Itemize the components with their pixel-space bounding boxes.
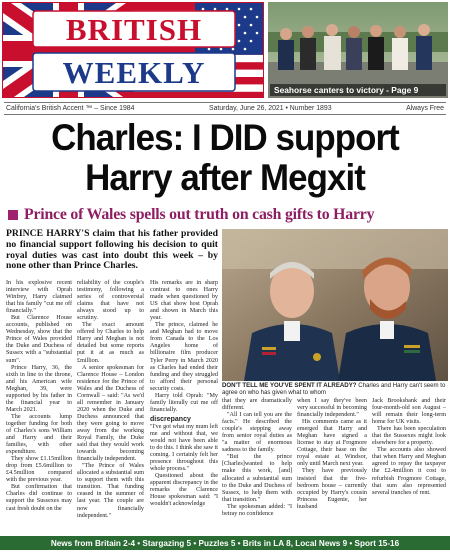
- paragraph: But Clarence House accounts, published on Wednesday, show that the Prince of Wales provided the Duke and Duchess of Sussex with a "substantial sum".: [6, 315, 72, 364]
- paragraph: Prince Harry, 36, the sixth in line to the throne, and his American wife Meghan, 39, were supported by his father in the financial year to March 2021.: [6, 364, 72, 413]
- paragraph: "The Prince of Wales allocated a substantial sum to support them with this transition. That funding ceased in the summer of last year. The couple are now financially independent.": [77, 463, 144, 519]
- paragraph: In his explosive recent interview with Oprah Winfrey, Harry claimed that his family "cut me off financially.": [6, 280, 72, 315]
- article-column-2: [77, 280, 144, 524]
- paragraph: They show £1.15million drop from £5.6million to £4.5million compared with the previous year.: [6, 456, 72, 484]
- issue-date: Saturday, June 26, 2021 • Number 1893: [208, 105, 332, 112]
- column-subheading: discrepancy: [150, 415, 191, 423]
- paragraph: that they are dramatically different.: [222, 398, 292, 412]
- article-column-5: [297, 398, 367, 526]
- subheadline-text: Prince of Wales spells out truth on cash gifts to Harry: [24, 206, 375, 223]
- paragraph: But confirmation that Charles did continue to support the Sussexes may cast fresh doubt on the: [6, 484, 72, 512]
- caption-text: Charles and Harry can't seem to agree on who has given what to whom: [222, 382, 446, 397]
- dateline-bar: [4, 102, 446, 115]
- paragraph: His remarks are in sharp contrast to ones Harry made when questioned by US chat show host Oprah and shown in March this year.: [150, 280, 218, 322]
- article-lede: [6, 229, 218, 272]
- lede-lead-in: PRINCE HARRY'S: [6, 228, 90, 239]
- section-index-footer[interactable]: News from Britain 2-4 • Stargazing 5 • Puzzles 5 • Brits in LA 8, Local News 9 • Sport 15-16: [0, 536, 450, 550]
- paragraph: Harry told Oprah: "My family literally cut me off financially.: [150, 392, 218, 413]
- logo-line1: BRITISH: [65, 12, 203, 47]
- paragraph: The exact amount offered by Charles to help Harry and Meghan is not detailed but some reports put it at as much as £million.: [77, 322, 144, 364]
- paragraph: They have previously insisted that the five-bedroom house – currently occupied by Harry's cousin Princess Eugenie, her husband: [297, 468, 367, 510]
- hero-photo-caption[interactable]: Seahorse canters to victory - Page 9: [270, 84, 446, 96]
- caption-bold: DON'T TELL ME YOU'VE SPENT IT ALREADY?: [222, 382, 357, 389]
- paragraph: His comments came as it emerged that Harry and Meghan have signed a license to stay at Frogmore Cottage, their base on the royal estate at Windsor, only until March next year.: [297, 419, 367, 468]
- paragraph: Jack Brooksbank and their four-month-old son August – will remain their long-term home for UK visits.: [372, 398, 446, 426]
- article-column-3: [150, 280, 218, 524]
- masthead: [0, 0, 450, 100]
- bullet-square-icon: [8, 210, 18, 220]
- paragraph: A senior spokesman for Clarence House – London residence for the Prince of Wales and the Duchess of Cornwall – said: "As we'd all remember in January 2020 when the Duke and Duchess announced that they were going to move away from the working Royal Family, the Duke said that they would work towards becoming financially independent.: [77, 364, 144, 463]
- british-weekly-logo[interactable]: [2, 2, 264, 98]
- article-column-1: [6, 280, 72, 524]
- paragraph: There has been speculation that the Sussexes might look elsewhere for a property.: [372, 426, 446, 447]
- paragraph: "All I can tell you are the facts." He described the couple's stepping away from senior royal duties as "a matter of enormous sadness to the family.: [222, 412, 292, 454]
- paragraph: when I say they've been very successful in becoming financially independent.": [297, 398, 367, 419]
- headline-line1: Charles: I DID support: [51, 116, 399, 158]
- paragraph: reliability of the couple's testimony, following a series of controversial claims that have not always stood up to scrutiny.: [77, 280, 144, 322]
- article-column-6: [372, 398, 446, 526]
- subheadline: [8, 205, 448, 225]
- tagline: California's British Accent ™ – Since 1984: [6, 105, 135, 112]
- feature-photo-charles-harry[interactable]: [222, 229, 448, 381]
- paragraph: "But the prince [Charles]wanted to help make this work, [and] allocated a substantial sum to the Duke and Duchess of Sussex, to help them with that transition.": [222, 454, 292, 503]
- paragraph: The accounts also showed that when Harry and Meghan agreed to repay the taxpayer the £2.4million it cost to refurbish Frogmore Cottage, that sum also represented several tranches of rent.: [372, 447, 446, 496]
- lede-text: claim that his father provided no financial support following his decision to quit royal duties was cast into doubt this week – by none other than Prince Charles.: [6, 228, 218, 272]
- article-column-4: [222, 398, 292, 526]
- logo-line2: WEEKLY: [62, 55, 206, 90]
- paragraph: The prince, claimed he and Meghan had to move from Canada to the Los Angeles home of billionaire film producer Tyler Perry in March 2020 as Charles had ended their funding and they struggled to afford their personal security costs.: [150, 322, 218, 392]
- union-jack-us-flag-icon: [3, 3, 264, 98]
- paragraph: The accounts lump together funding for both of Charles's sons William and Harry and their families, with other expenditure.: [6, 413, 72, 456]
- headline-line2: Harry after Megxit: [85, 156, 365, 198]
- main-headline[interactable]: [16, 117, 435, 197]
- paragraph: Questioned about the apparent discrepancy in the remarks the Clarence House spokesman said: "I wouldn't acknowledge: [150, 473, 218, 508]
- paragraph: "I've got what my mum left me and without that, we would not have been able to do this. I think she saw it coming. I certainly felt her presence throughout this whole process.": [150, 423, 218, 473]
- paragraph: The spokesman added: "I betray no confidence: [222, 503, 292, 517]
- price-label: Always Free: [406, 105, 444, 112]
- feature-photo-caption: [222, 382, 448, 396]
